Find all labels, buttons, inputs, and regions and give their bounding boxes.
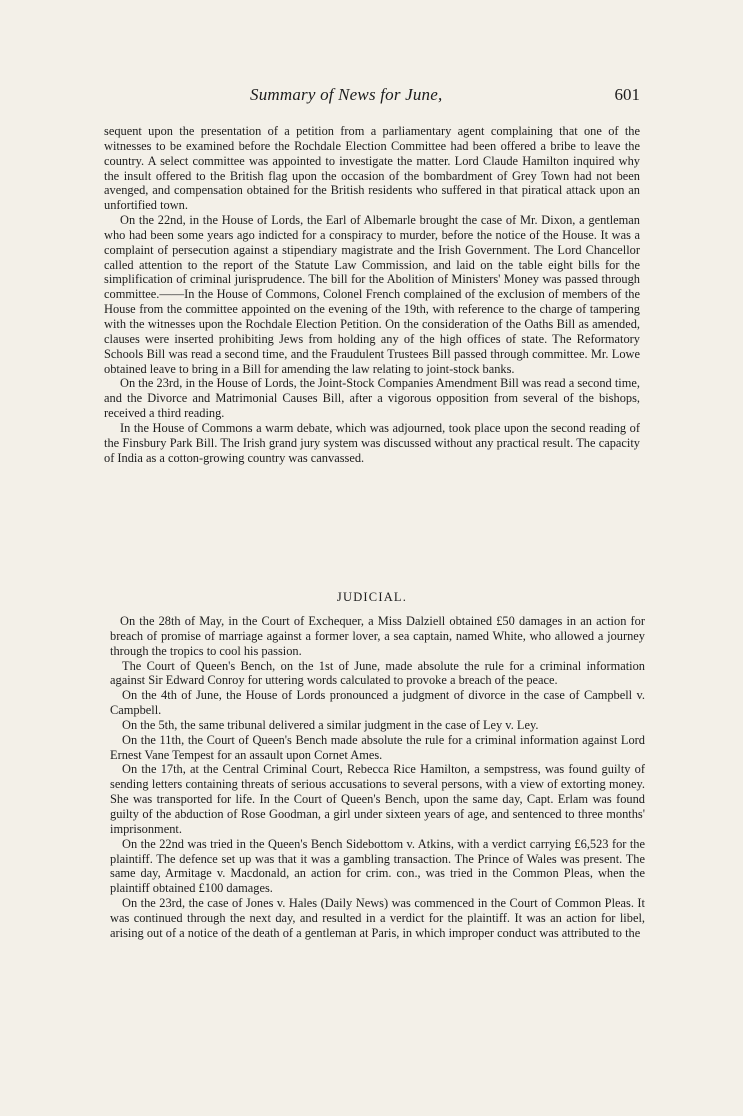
page-number: 601 xyxy=(614,85,640,104)
paragraph: On the 22nd was tried in the Queen's Bench Sidebottom v. Atkins, with a verdict carrying £6,523 for the plaintiff. The defence set up was that it was a gambling transaction. The Prince of Wales was present. The same day, Armitage v. Macdonald, an action for crim. con., was tried in the Common Pleas, when the plaintiff obtained £100 damages. xyxy=(110,836,645,896)
judicial-section xyxy=(110,614,645,941)
running-title: Summary of News for June, xyxy=(250,85,443,104)
parliament-section xyxy=(104,124,640,465)
paragraph: sequent upon the presentation of a petition from a parliamentary agent complaining that one of the witnesses to be examined before the Rochdale Election Committee had been offered a bribe to leave the country. A select committee was appointed to investigate the matter. Lord Claude Hamilton inquired why the insult offered to the British flag upon the occasion of the bombardment of Grey Town had not been avenged, and compensation obtained for the British residents who suffered in that piratical attack upon an unfortified town. xyxy=(104,124,640,213)
page-header xyxy=(100,85,640,109)
section-heading-judicial: JUDICIAL. xyxy=(336,590,408,604)
paragraph: The Court of Queen's Bench, on the 1st of June, made absolute the rule for a criminal information against Sir Edward Conroy for uttering words calculated to provoke a breach of the peace. xyxy=(110,658,645,688)
paragraph: On the 22nd, in the House of Lords, the Earl of Albemarle brought the case of Mr. Dixon, a gentleman who had been some years ago indicted for a conspiracy to murder, before the notice of the House. It was a complaint of persecution against a stipendiary magistrate and the Irish Government. The Lord Chancellor called attention to the report of the Statute Law Commission, and laid on the table eight bills for the simplification of criminal jurisprudence. The bill for the Abolition of Ministers' Money was passed through committee.——In the House of Commons, Colonel French complained of the exclusion of members of the House from the committee appointed on the evening of the 19th, with reference to the charge of tampering with the witnesses upon the Rochdale Election Petition. On the consideration of the Oaths Bill as amended, clauses were inserted prohibiting Jews from holding any of the high offices of state. The Reformatory Schools Bill was read a second time, and the Fraudulent Trustees Bill passed through committee. Mr. Lowe obtained leave to bring in a Bill for amending the law relating to joint-stock banks. xyxy=(104,213,640,376)
paragraph: On the 28th of May, in the Court of Exchequer, a Miss Dalziell obtained £50 damages in an action for breach of promise of marriage against a former lover, a sea captain, named White, who allowed a journey through the tropics to cool his passion. xyxy=(110,614,645,658)
paragraph: On the 4th of June, the House of Lords pronounced a judgment of divorce in the case of Campbell v. Campbell. xyxy=(110,688,645,718)
paragraph: On the 5th, the same tribunal delivered a similar judgment in the case of Ley v. Ley. xyxy=(122,717,539,732)
paragraph: On the 17th, at the Central Criminal Court, Rebecca Rice Hamilton, a sempstress, was found guilty of sending letters containing threats of serious accusations to several persons, with a view of extorting money. She was transported for life. In the Court of Queen's Bench, upon the same day, Capt. Erlam was found guilty of the abduction of Rose Goodman, a girl under sixteen years of age, and sentenced to three months' imprisonment. xyxy=(110,762,645,836)
paragraph: In the House of Commons a warm debate, which was adjourned, took place upon the second reading of the Finsbury Park Bill. The Irish grand jury system was discussed without any practical result. The capacity of India as a cotton-growing country was canvassed. xyxy=(104,420,640,465)
paragraph: On the 11th, the Court of Queen's Bench made absolute the rule for a criminal information against Lord Ernest Vane Tempest for an assault upon Cornet Ames. xyxy=(110,732,645,762)
paragraph: On the 23rd, the case of Jones v. Hales (Daily News) was commenced in the Court of Common Pleas. It was continued through the next day, and resulted in a verdict for the plaintiff. It was an action for libel, arising out of a notice of the death of a gentleman at Paris, in which improper conduct was attributed to the xyxy=(110,896,645,940)
paragraph: On the 23rd, in the House of Lords, the Joint-Stock Companies Amendment Bill was read a second time, and the Divorce and Matrimonial Causes Bill, after a vigorous opposition from several of the bishops, received a third reading. xyxy=(104,376,640,421)
